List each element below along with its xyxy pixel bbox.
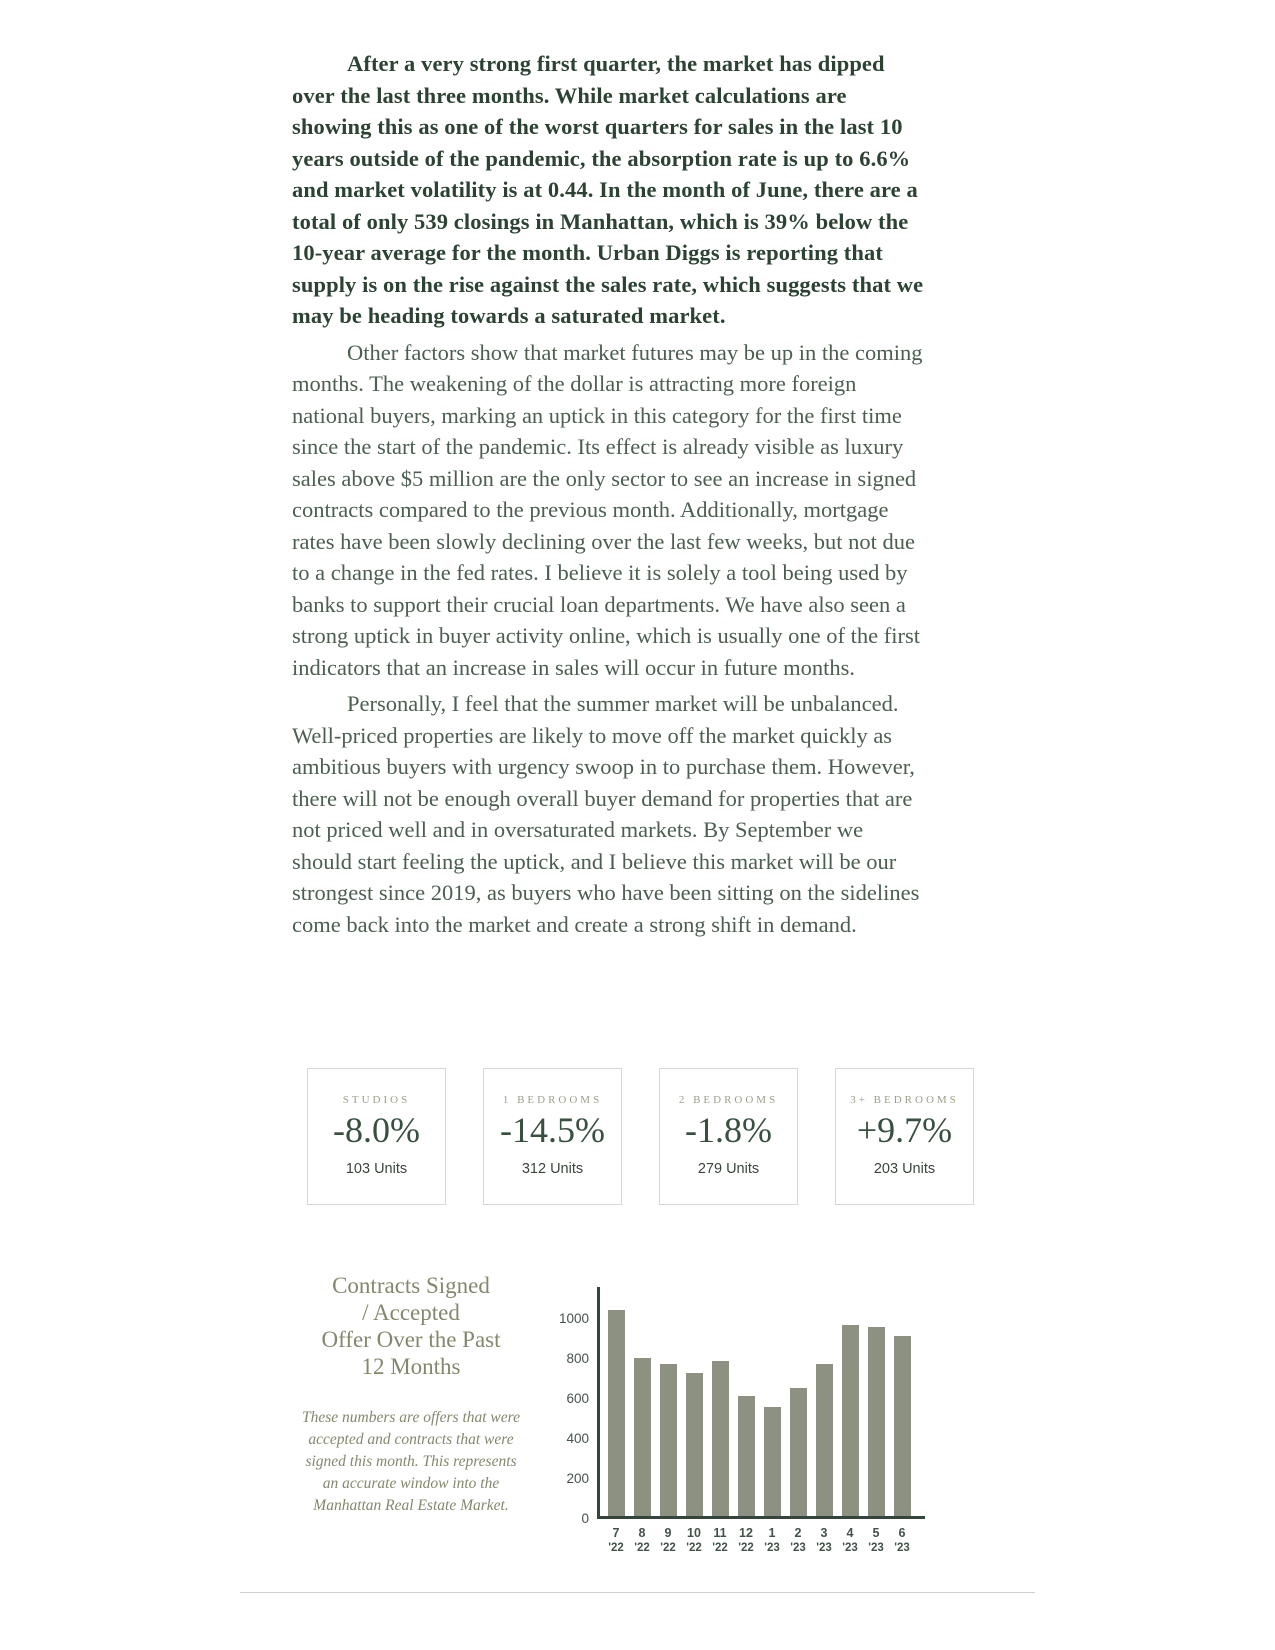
stat-card-value: +9.7%	[856, 1110, 953, 1150]
x-axis-year-label: '23	[790, 1542, 806, 1554]
x-axis-year-label: '22	[608, 1542, 624, 1554]
y-axis-tick-label: 200	[566, 1471, 589, 1486]
chart-title-line: / Accepted	[362, 1300, 460, 1325]
bar-column	[603, 1287, 629, 1516]
chart-title-line: Offer Over the Past	[321, 1327, 501, 1352]
y-axis-tick-label: 0	[581, 1511, 589, 1526]
bar-6-23	[894, 1336, 911, 1516]
x-axis-year-label: '22	[712, 1542, 728, 1554]
x-axis-month-label: 6	[898, 1526, 906, 1540]
y-axis-tick-label: 800	[566, 1351, 589, 1366]
bar-9-22	[660, 1364, 677, 1516]
footer-divider	[240, 1592, 1035, 1593]
bar-column	[837, 1287, 863, 1516]
x-axis-year-label: '23	[764, 1542, 780, 1554]
stat-card-units: 312 Units	[521, 1161, 584, 1177]
x-axis-month-label: 8	[638, 1526, 646, 1540]
bar-column	[733, 1287, 759, 1516]
x-axis-month-label: 11	[713, 1526, 727, 1540]
chart-section	[297, 1255, 925, 1554]
bar-column	[681, 1287, 707, 1516]
x-axis-month-label: 10	[687, 1526, 701, 1540]
stat-card-row	[307, 1068, 974, 1205]
stat-card-value: -8.0%	[333, 1110, 420, 1150]
x-axis-month-label: 2	[794, 1526, 802, 1540]
x-axis-month-label: 5	[872, 1526, 880, 1540]
stat-card-3plus-bedrooms	[835, 1068, 974, 1205]
bar-column	[759, 1287, 785, 1516]
bar-7-22	[608, 1310, 625, 1516]
x-axis-year-label: '23	[816, 1542, 832, 1554]
x-axis-month-label: 7	[612, 1526, 620, 1540]
paragraph-market-summary: After a very strong first quarter, the market has dipped over the last three months. While market calculations are showing this as one of the worst quarters for sales in the last 10 years outside of the pandemic, the absorption rate is up to 6.6% and market volatility is at 0.44. In the month of June, there are a total of only 539 closings in Manhattan, which is 39% below the 10-year average for the month. Urban Diggs is reporting that supply is on the rise against the sales rate, which suggests that we may be heading towards a saturated market.	[292, 51, 924, 328]
chart-plot-area	[597, 1287, 925, 1519]
x-axis-month-label: 9	[664, 1526, 672, 1540]
stat-card-1-bedrooms	[483, 1068, 622, 1205]
article-body	[292, 48, 928, 945]
bar-column	[707, 1287, 733, 1516]
contracts-bar-chart	[541, 1255, 925, 1554]
x-axis-year-label: '22	[634, 1542, 650, 1554]
chart-x-axis-months	[600, 1519, 925, 1540]
paragraph-personal-outlook: Personally, I feel that the summer market will be unbalanced. Well-priced properties are likely to move off the market quickly as ambitious buyers with urgency swoop in to purchase them. However, there will not be enough overall buyer demand for properties that are not priced well and in oversaturated markets. By September we should start feeling the uptick, and I believe this market will be our strongest since 2019, as buyers who have been sitting on the sidelines come back into the market and create a strong shift in demand.	[292, 691, 920, 937]
chart-intro	[297, 1255, 525, 1554]
x-axis-year-label: '22	[738, 1542, 754, 1554]
stat-card-studios	[307, 1068, 446, 1205]
stat-card-2-bedrooms	[659, 1068, 798, 1205]
chart-y-axis-labels	[541, 1287, 589, 1526]
stat-card-value: -1.8%	[685, 1110, 772, 1150]
chart-x-axis-years	[600, 1540, 925, 1554]
x-axis-year-label: '23	[842, 1542, 858, 1554]
stat-card-label: STUDIOS	[342, 1094, 411, 1106]
x-axis-month-label: 1	[768, 1526, 776, 1540]
bar-1-23	[764, 1407, 781, 1516]
chart-title-line: Contracts Signed	[332, 1273, 490, 1298]
chart-title-line: 12 Months	[361, 1354, 461, 1379]
bar-column	[629, 1287, 655, 1516]
y-axis-tick-label: 1000	[558, 1311, 589, 1326]
x-axis-month-label: 12	[739, 1526, 753, 1540]
bar-5-23	[868, 1327, 885, 1516]
bar-column	[655, 1287, 681, 1516]
bar-10-22	[686, 1373, 703, 1516]
bar-column	[785, 1287, 811, 1516]
y-axis-tick-label: 600	[566, 1391, 589, 1406]
stat-card-units: 279 Units	[697, 1161, 760, 1177]
stat-card-label: 3+ BEDROOMS	[850, 1094, 959, 1106]
x-axis-month-label: 4	[846, 1526, 854, 1540]
chart-title	[297, 1272, 525, 1380]
bar-4-23	[842, 1325, 859, 1516]
paragraph-market-factors: Other factors show that market futures may be up in the coming months. The weakening of the dollar is attracting more foreign national buyers, marking an uptick in this category for the first time since the start of the pandemic. Its effect is already visible as luxury sales above $5 million are the only sector to see an increase in signed contracts compared to the previous month. Additionally, mortgage rates have been slowly declining over the last few weeks, but not due to a change in the fed rates. I believe it is solely a tool being used by banks to support their crucial loan departments. We have also seen a strong uptick in buyer activity online, which is usually one of the first indicators that an increase in sales will occur in future months.	[292, 339, 923, 680]
bar-column	[889, 1287, 915, 1516]
bar-8-22	[634, 1358, 651, 1516]
stat-card-units: 103 Units	[345, 1161, 408, 1177]
x-axis-year-label: '22	[660, 1542, 676, 1554]
stat-card-label: 1 BEDROOMS	[502, 1094, 603, 1106]
stat-card-units: 203 Units	[873, 1161, 936, 1177]
bar-column	[811, 1287, 837, 1516]
bar-12-22	[738, 1396, 755, 1516]
x-axis-year-label: '22	[686, 1542, 702, 1554]
stat-card-value: -14.5%	[500, 1110, 605, 1150]
x-axis-year-label: '23	[894, 1542, 910, 1554]
x-axis-year-label: '23	[868, 1542, 884, 1554]
bar-column	[863, 1287, 889, 1516]
y-axis-tick-label: 400	[566, 1431, 589, 1446]
bar-2-23	[790, 1388, 807, 1516]
chart-description: These numbers are offers that were accepted and contracts that were signed this month. This represents an accurate window into the Manhattan Real Estate Market.	[302, 1409, 520, 1514]
x-axis-month-label: 3	[820, 1526, 828, 1540]
stat-card-label: 2 BEDROOMS	[678, 1094, 779, 1106]
bar-11-22	[712, 1361, 729, 1516]
bar-3-23	[816, 1364, 833, 1516]
